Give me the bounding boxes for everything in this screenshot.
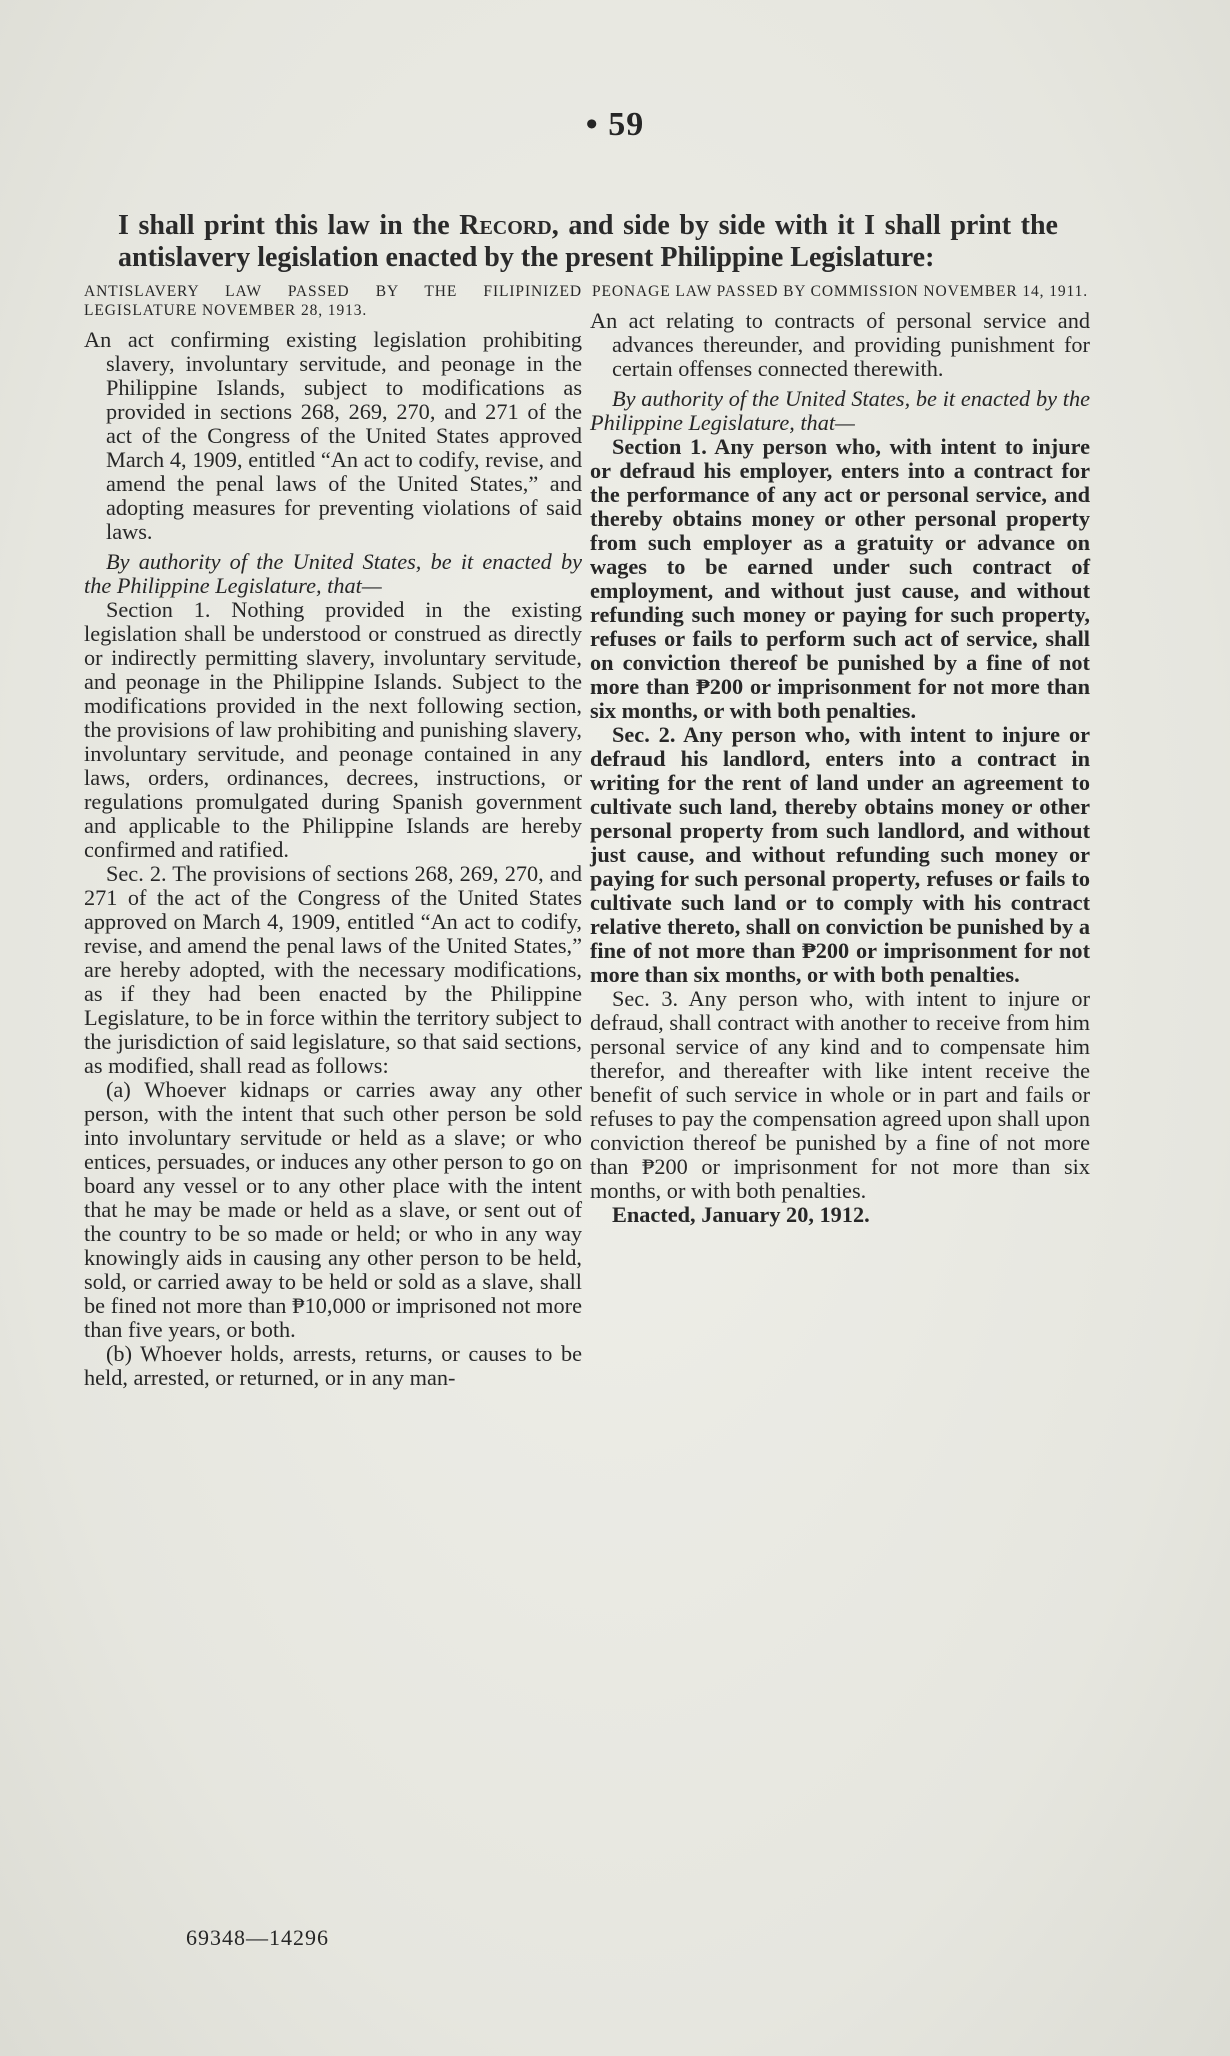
right-section-1: Section 1. Any person who, with intent to injure or defraud his employer, enters into a contract for the performance of any act or personal service, and thereby obtains money or other personal property from such employer as a gratuity or advance on wages to be earned under such contract of employment, and without just cause, and without refunding such money or paying for such property, refuses or fails to perform such act of service, shall on conviction thereof be punished by a fine of not more than ₱200 or imprisonment for not more than six months, or with both penalties. [590,434,1090,723]
intro-paragraph [118,210,1058,274]
intro-text-after: , and side by side with it I shall print the antislavery legislation enacted by the present Philippine Legislature: [118,210,1058,273]
right-heading: PEONAGE LAW PASSED BY COMMISSION NOVEMBER 14, 1911. [591,283,1089,300]
right-act-title: An act relating to contracts of personal service and advances thereunder, and providing punishment for certain offenses connected therewith. [590,308,1090,381]
left-authority: By authority of the United States, be it enacted by the Philippine Legislature, that— [84,549,582,598]
right-column [590,282,1090,1227]
left-paragraph-b: (b) Whoever holds, arrests, returns, or causes to be held, arrested, or returned, or in any man- [84,1341,582,1390]
footer-print-code: 69348—14296 [186,1925,329,1950]
page-number: • 59 [585,106,645,143]
left-paragraph-a: (a) Whoever kidnaps or carries away any other person, with the intent that such other person be sold into involuntary servitude or held as a slave; or who entices, persuades, or induces any other person to go on board any vessel or to any other place with the intent that he may be made or held as a slave, or sent out of the country to be so made or held; or who in any way knowingly aids in causing any other person to be held, sold, or carried away to be held or sold as a slave, shall be fined not more than ₱10,000 or imprisoned not more than five years, or both. [84,1077,582,1342]
left-section-1: Section 1. Nothing provided in the existing legislation shall be understood or construed as directly or indirectly permitting slavery, involuntary servitude, and peonage in the Philippine Islands. Subject to the modifications provided in the next following section, the provisions of law prohibiting and punishing slavery, involuntary servitude, and peonage contained in any laws, orders, ordinances, decrees, instructions, or regulations promulgated during Spanish government and applicable to the Philippine Islands are hereby confirmed and ratified. [84,597,582,862]
intro-record: Record [459,210,552,241]
left-heading: ANTISLAVERY LAW PASSED BY THE FILIPINIZED LEGISLATURE NOVEMBER 28, 1913. [84,283,582,319]
right-section-2: Sec. 2. Any person who, with intent to injure or defraud his landlord, enters into a contract in writing for the rent of land under an agreement to cultivate such land, thereby obtains money or other personal property from such landlord, and without just cause, and without refunding such money or paying for such personal property, refuses or fails to cultivate such land or to comply with his contract relative thereto, shall on conviction be punished by a fine of not more than ₱200 or imprisonment for not more than six months, or with both penalties. [590,722,1090,987]
left-column [84,282,582,1390]
left-act-title: An act confirming existing legislation prohibiting slavery, involuntary servitude, and peonage in the Philippine Islands, subject to modifications as provided in sections 268, 269, 270, and 271 of the act of the Congress of the United States approved March 4, 1909, entitled “An act to codify, revise, and amend the penal laws of the United States,” and adopting measures for preventing violations of said laws. [84,327,582,544]
intro-text-before: I shall print this law in the [118,210,460,241]
right-enacted-date: Enacted, January 20, 1912. [612,1202,870,1227]
right-section-3: Sec. 3. Any person who, with intent to injure or defraud, shall contract with another to receive from him personal service of any kind and to compensate him therefor, and thereafter with like intent receive the benefit of such service in whole or in part and fails or refuses to pay the compensation agreed upon shall upon conviction thereof be punished by a fine of not more than ₱200 or imprisonment for not more than six months, or with both penalties. [590,986,1090,1203]
right-authority: By authority of the United States, be it enacted by the Philippine Legislature, that— [590,386,1090,435]
left-section-2: Sec. 2. The provisions of sections 268, 269, 270, and 271 of the act of the Congress of the United States approved on March 4, 1909, entitled “An act to codify, revise, and amend the penal laws of the United States,” are hereby adopted, with the necessary modifications, as if they had been enacted by the Philippine Legislature, to be in force within the territory subject to the jurisdiction of said legislature, so that said sections, as modified, shall read as follows: [84,861,582,1078]
